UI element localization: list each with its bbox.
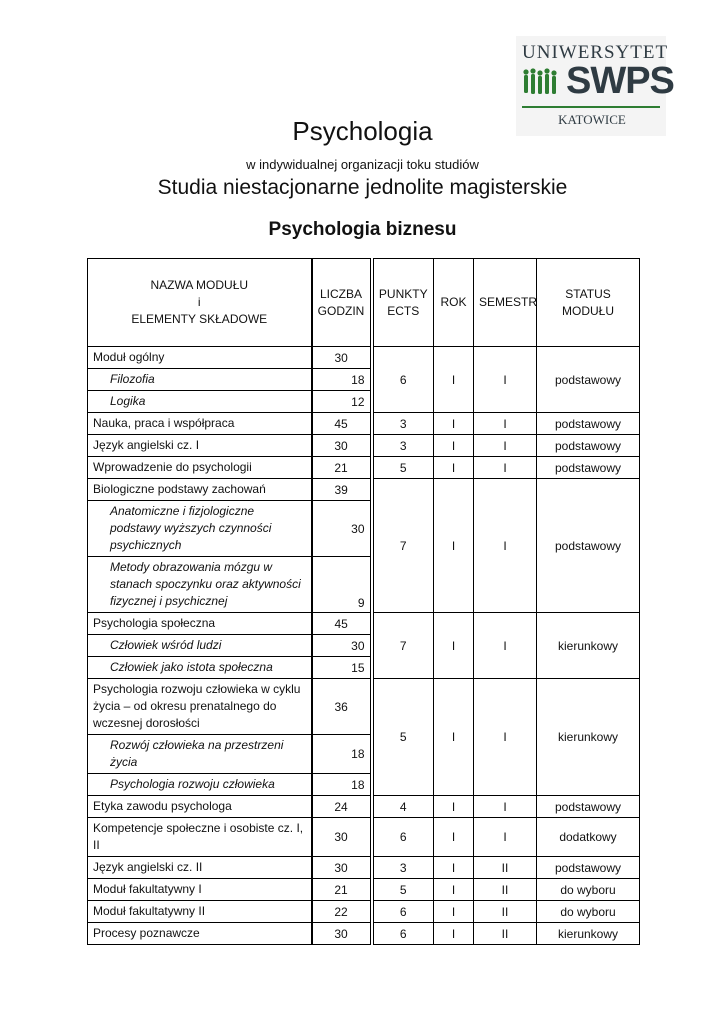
program-name: Studia niestacjonarne jednolite magisterskie xyxy=(157,176,568,199)
page-title: Psychologia xyxy=(292,116,433,146)
module-semester: I xyxy=(474,679,537,796)
module-ects: 6 xyxy=(372,901,434,923)
logo-text-main: SWPS xyxy=(566,60,674,102)
module-name: Nauka, praca i współpraca xyxy=(88,413,312,435)
table-header-row xyxy=(88,259,640,347)
module-name: Psychologia społeczna xyxy=(88,613,312,635)
module-semester: I xyxy=(474,435,537,457)
module-name: Biologiczne podstawy zachowań xyxy=(88,479,312,501)
module-ects: 4 xyxy=(372,796,434,818)
module-ects: 5 xyxy=(372,879,434,901)
module-ects: 3 xyxy=(372,435,434,457)
module-semester: I xyxy=(474,479,537,613)
component-hours: 15 xyxy=(312,657,372,679)
table-row xyxy=(88,457,640,479)
header-ects: PUNKTY ECTS xyxy=(372,259,434,347)
component-name: Anatomiczne i fizjologiczne podstawy wyższych czynności psychicznych xyxy=(88,501,312,557)
module-semester: I xyxy=(474,347,537,413)
module-status: kierunkowy xyxy=(537,679,640,796)
module-semester: I xyxy=(474,413,537,435)
component-name: Metody obrazowania mózgu w stanach spoczynku oraz aktywności fizycznej i psychicznej xyxy=(88,557,312,613)
component-hours: 18 xyxy=(312,735,372,774)
module-status: podstawowy xyxy=(537,479,640,613)
component-name: Filozofia xyxy=(88,369,312,391)
component-name: Psychologia rozwoju człowieka xyxy=(88,774,312,796)
module-hours: 30 xyxy=(312,818,372,857)
table-row xyxy=(88,901,640,923)
specialization-name: Psychologia biznesu xyxy=(268,219,457,240)
module-year: I xyxy=(434,879,474,901)
component-hours: 30 xyxy=(312,635,372,657)
module-name: Moduł fakultatywny I xyxy=(88,879,312,901)
module-hours: 36 xyxy=(312,679,372,735)
module-ects: 5 xyxy=(372,679,434,796)
table-row xyxy=(88,818,640,857)
module-ects: 6 xyxy=(372,923,434,945)
component-hours: 18 xyxy=(312,774,372,796)
module-name: Wprowadzenie do psychologii xyxy=(88,457,312,479)
component-name: Logika xyxy=(88,391,312,413)
module-semester: I xyxy=(474,613,537,679)
table-row xyxy=(88,347,640,369)
module-semester: II xyxy=(474,901,537,923)
module-hours: 30 xyxy=(312,347,372,369)
module-status: podstawowy xyxy=(537,413,640,435)
module-hours: 30 xyxy=(312,857,372,879)
table-row xyxy=(88,679,640,735)
people-silhouettes-icon xyxy=(522,67,562,101)
module-name: Kompetencje społeczne i osobiste cz. I, II xyxy=(88,818,312,857)
module-name: Procesy poznawcze xyxy=(88,923,312,945)
module-status: kierunkowy xyxy=(537,923,640,945)
table-row xyxy=(88,435,640,457)
module-hours: 24 xyxy=(312,796,372,818)
module-hours: 30 xyxy=(312,435,372,457)
module-ects: 7 xyxy=(372,479,434,613)
module-year: I xyxy=(434,479,474,613)
component-hours: 12 xyxy=(312,391,372,413)
header-module-name: NAZWA MODUŁU i ELEMENTY SKŁADOWE xyxy=(88,259,312,347)
module-name: Moduł ogólny xyxy=(88,347,312,369)
module-semester: I xyxy=(474,818,537,857)
module-year: I xyxy=(434,901,474,923)
module-hours: 30 xyxy=(312,923,372,945)
module-status: podstawowy xyxy=(537,435,640,457)
component-name: Człowiek jako istota społeczna xyxy=(88,657,312,679)
table-row xyxy=(88,857,640,879)
component-hours: 9 xyxy=(312,557,372,613)
module-hours: 45 xyxy=(312,413,372,435)
logo-divider xyxy=(522,106,660,108)
module-hours: 45 xyxy=(312,613,372,635)
module-year: I xyxy=(434,923,474,945)
module-ects: 6 xyxy=(372,347,434,413)
module-semester: II xyxy=(474,879,537,901)
module-year: I xyxy=(434,457,474,479)
curriculum-table xyxy=(87,258,640,945)
module-name: Moduł fakultatywny II xyxy=(88,901,312,923)
module-status: dodatkowy xyxy=(537,818,640,857)
module-year: I xyxy=(434,435,474,457)
module-status: podstawowy xyxy=(537,857,640,879)
module-year: I xyxy=(434,347,474,413)
component-name: Człowiek wśród ludzi xyxy=(88,635,312,657)
module-year: I xyxy=(434,796,474,818)
module-year: I xyxy=(434,857,474,879)
module-hours: 21 xyxy=(312,879,372,901)
module-status: podstawowy xyxy=(537,457,640,479)
module-ects: 3 xyxy=(372,413,434,435)
module-ects: 7 xyxy=(372,613,434,679)
module-status: podstawowy xyxy=(537,796,640,818)
module-name: Język angielski cz. II xyxy=(88,857,312,879)
module-semester: II xyxy=(474,923,537,945)
component-hours: 18 xyxy=(312,369,372,391)
table-row xyxy=(88,413,640,435)
logo-text-city: KATOWICE xyxy=(558,112,626,127)
module-year: I xyxy=(434,413,474,435)
table-row xyxy=(88,613,640,635)
module-name: Psychologia rozwoju człowieka w cyklu życia – od okresu prenatalnego do wczesnej dorosłości xyxy=(88,679,312,735)
page-subtitle: w indywidualnej organizacji toku studiów xyxy=(246,157,479,172)
module-name: Język angielski cz. I xyxy=(88,435,312,457)
table-row xyxy=(88,796,640,818)
module-ects: 6 xyxy=(372,818,434,857)
module-semester: I xyxy=(474,796,537,818)
module-name: Etyka zawodu psychologa xyxy=(88,796,312,818)
module-status: do wyboru xyxy=(537,879,640,901)
header-status: STATUS MODUŁU xyxy=(537,259,640,347)
table-row xyxy=(88,479,640,501)
header-semester: SEMESTR xyxy=(474,259,537,347)
logo-text-top: UNIWERSYTET xyxy=(522,42,669,63)
module-year: I xyxy=(434,679,474,796)
module-hours: 22 xyxy=(312,901,372,923)
header-hours: LICZBA GODZIN xyxy=(312,259,372,347)
module-semester: I xyxy=(474,457,537,479)
module-year: I xyxy=(434,613,474,679)
header-year: ROK xyxy=(434,259,474,347)
module-status: do wyboru xyxy=(537,901,640,923)
component-name: Rozwój człowieka na przestrzeni życia xyxy=(88,735,312,774)
module-hours: 21 xyxy=(312,457,372,479)
module-year: I xyxy=(434,818,474,857)
module-status: kierunkowy xyxy=(537,613,640,679)
module-semester: II xyxy=(474,857,537,879)
module-ects: 5 xyxy=(372,457,434,479)
component-hours: 30 xyxy=(312,501,372,557)
module-hours: 39 xyxy=(312,479,372,501)
module-ects: 3 xyxy=(372,857,434,879)
module-status: podstawowy xyxy=(537,347,640,413)
table-row xyxy=(88,879,640,901)
table-row xyxy=(88,923,640,945)
